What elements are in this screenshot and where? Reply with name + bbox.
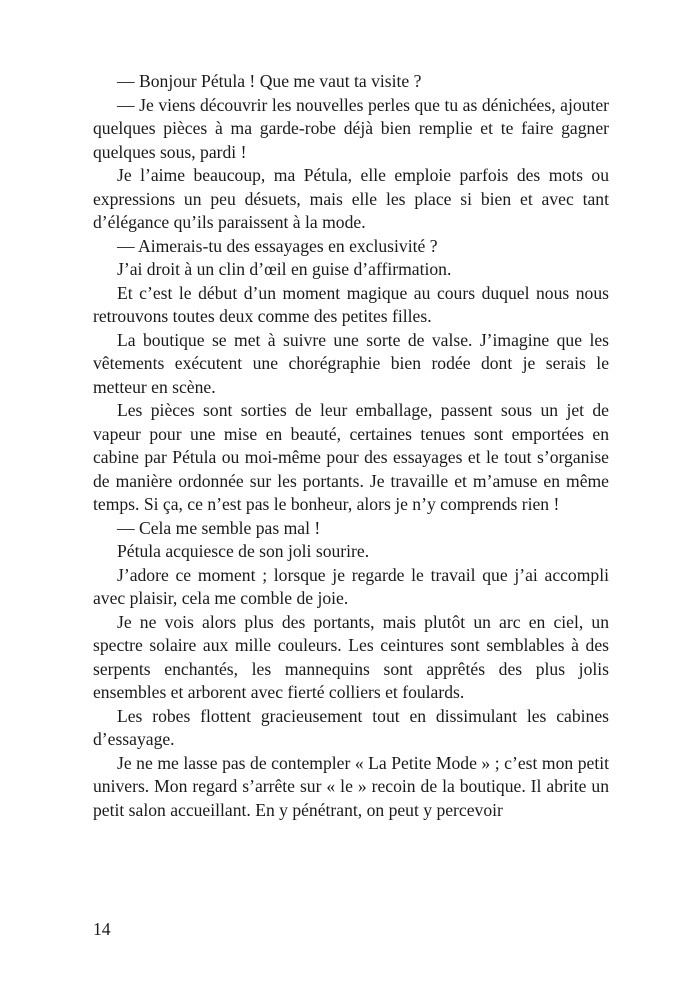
paragraph: — Aimerais-tu des essayages en exclusivité ? [117,235,438,256]
paragraph: Je l’aime beaucoup, ma Pétula, elle emploie parfois des mots ou expressions un peu désuets, mais elle les place si bien et avec tant d’élégance qu’ils paraissent à la mode. [93,165,609,232]
paragraph: Et c’est le début d’un moment magique au cours duquel nous nous retrouvons toutes deux comme des petites filles. [93,282,609,326]
paragraph: Les pièces sont sorties de leur emballage, passent sous un jet de vapeur pour une mise en beauté, certaines tenues sont emportées en cabine par Pétula ou moi-même pour des essayages et le tout s’organise de manière ordonnée sur les portants. Je travaille et m’amuse en même temps. Si ça, ce n’est pas le bonheur, alors je n’y comprends rien ! [93,400,609,514]
paragraph: J’ai droit à un clin d’œil en guise d’affirmation. [117,259,452,279]
body-text [93,70,609,822]
paragraph: — Cela me semble pas mal ! [117,517,321,538]
paragraph: — Je viens découvrir les nouvelles perles que tu as dénichées, ajouter quelques pièces à ma garde-robe déjà bien remplie et te faire gagner quelques sous, pardi ! [93,94,609,162]
paragraph: J’adore ce moment ; lorsque je regarde le travail que j’ai accompli avec plaisir, cela me comble de joie. [93,564,609,608]
paragraph: Je ne me lasse pas de contempler « La Petite Mode » ; c’est mon petit univers. Mon regard s’arrête sur « le » recoin de la boutique. Il abrite un petit salon accueillant. En y pénétrant, on peut y percevoir [93,752,609,820]
paragraph: — Bonjour Pétula ! Que me vaut ta visite ? [117,71,422,91]
page-number: 14 [93,919,111,939]
paragraph: Pétula acquiesce de son joli sourire. [117,541,370,561]
paragraph: La boutique se met à suivre une sorte de valse. J’imagine que les vêtements exécutent une chorégraphie bien rodée dont je serais le metteur en scène. [93,329,609,397]
paragraph: Les robes flottent gracieusement tout en dissimulant les cabines d’essayage. [93,705,609,749]
paragraph: Je ne vois alors plus des portants, mais plutôt un arc en ciel, un spectre solaire aux mille couleurs. Les ceintures sont semblables à des serpents enchantés, les mannequins sont apprêtés des plus jolis ensembles et arborent avec fierté colliers et foulards. [93,611,609,702]
